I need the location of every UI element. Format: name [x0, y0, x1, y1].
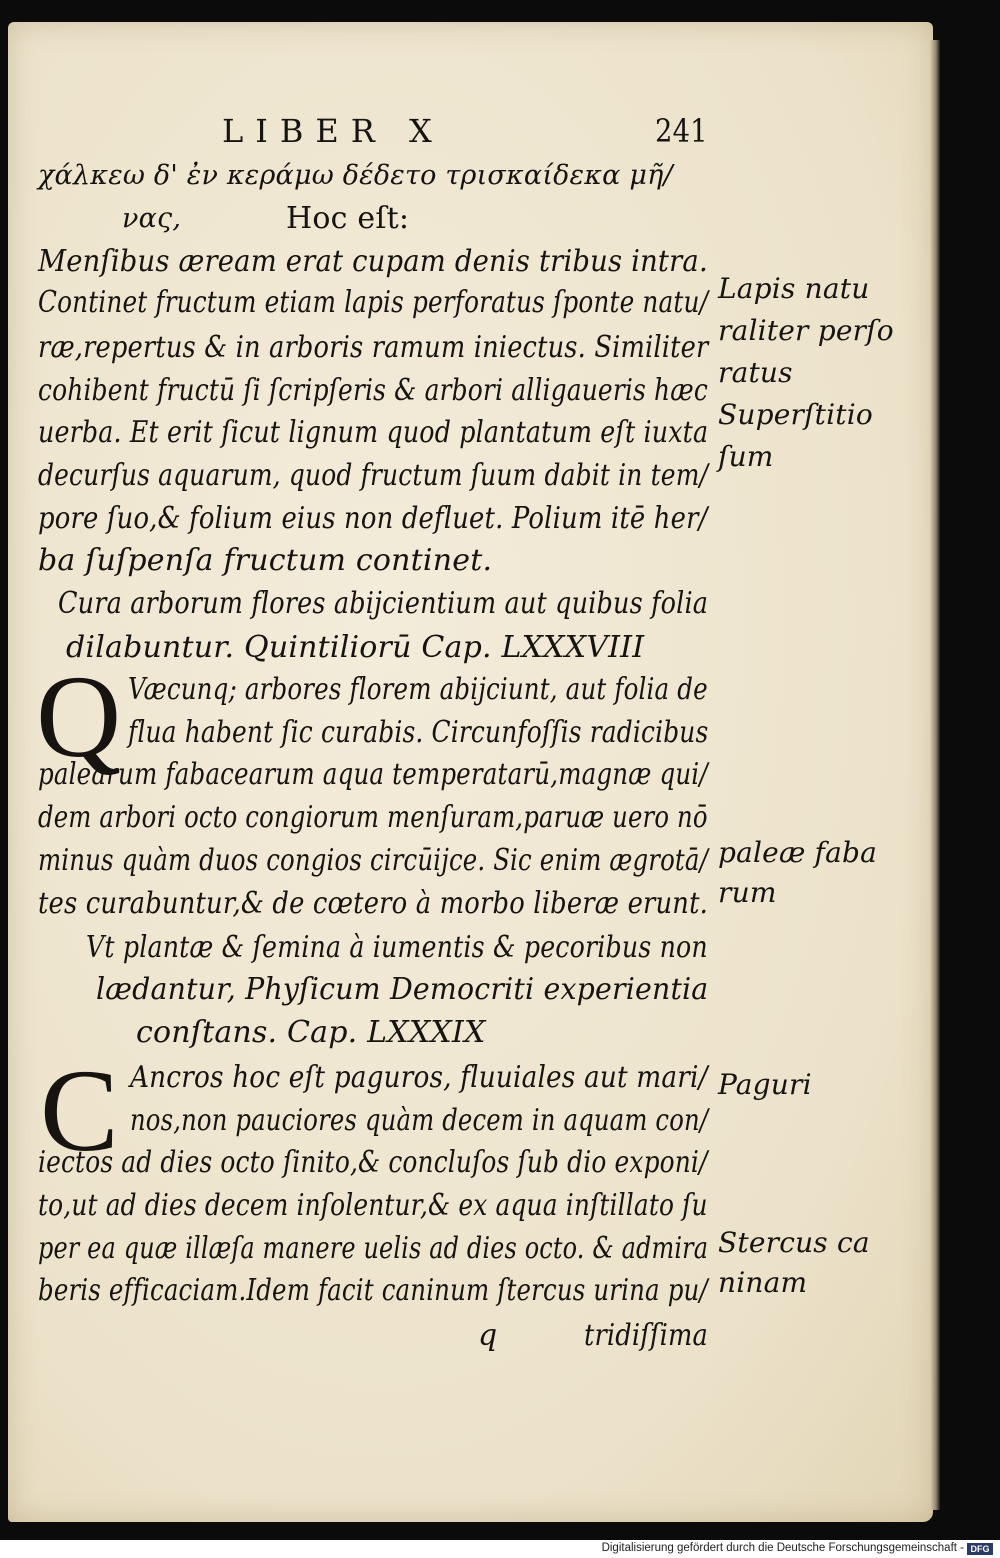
- greek-line: νας,: [122, 203, 182, 234]
- margin-note: Paguri: [718, 1068, 812, 1101]
- text-line: decurſus aquarum, quod fructum ſuum dabit in tem/: [38, 458, 709, 493]
- text-line: nos,non pauciores quàm decem in aquam con/: [130, 1103, 709, 1138]
- text-line: Menſibus æream erat cupam denis tribus intra.: [38, 244, 708, 279]
- catchword: tridiſſima: [584, 1318, 708, 1353]
- margin-note: paleæ faba: [718, 836, 878, 869]
- dfg-logo: DFG: [967, 1543, 993, 1555]
- margin-note: Stercus ca: [718, 1226, 870, 1259]
- text-line: iectos ad dies octo ſinito,& concluſos ſub dio exponi/: [38, 1145, 708, 1180]
- chapter-heading: conſtans. Cap. LXXXIX: [136, 1015, 486, 1050]
- text-line: tes curabuntur,& de cœtero à morbo liberæ erunt.: [38, 886, 709, 921]
- chapter-heading: dilabuntur. Quintiliorū Cap. LXXXVIII: [66, 630, 645, 665]
- text-line: cohibent fructū ſi ſcripſeris & arbori alligaueris hæc: [38, 373, 708, 408]
- drop-initial: Q: [36, 651, 122, 782]
- text-line: dem arbori octo congiorum menſuram,paruæ uero nō: [38, 800, 708, 835]
- margin-note: Superſtitio: [718, 398, 873, 431]
- drop-initial: C: [40, 1045, 119, 1176]
- text-line: minus quàm duos congios circūijce. Sic enim ægrotā/: [38, 843, 708, 878]
- text-line: Væcunq; arbores florem abijciunt, aut folia de: [128, 672, 708, 707]
- chapter-heading: Vt plantæ & ſemina à iumentis & pecoribus non: [86, 930, 708, 965]
- margin-note: Lapis natu: [718, 272, 870, 305]
- chapter-heading: Cura arborum flores abijcientium aut quibus folia: [58, 586, 709, 621]
- signature-mark: q: [478, 1318, 498, 1353]
- text-line: flua habent ſic curabis. Circunfoſſis radicibus: [128, 715, 709, 750]
- text-line: Ancros hoc eſt paguros, fluuiales aut mari/: [130, 1060, 708, 1095]
- footer-credit: Digitalisierung gefördert durch die Deutsche Forschungsgemeinschaft -: [601, 1542, 964, 1554]
- page-number: 241: [655, 112, 708, 150]
- text-line: per ea quæ illæſa manere uelis ad dies octo. & admira: [38, 1231, 709, 1266]
- text-line: Continet fructum etiam lapis perforatus ſponte natu/: [38, 285, 709, 320]
- margin-note: rum: [718, 876, 777, 909]
- text-line: palearum fabacearum aqua temperatarū,magnæ qui/: [38, 757, 708, 792]
- running-header: LIBER X: [222, 112, 444, 150]
- page-edge: [930, 40, 940, 1510]
- text-line: ræ,repertus & in arboris ramum iniectus. Similiter: [38, 330, 709, 365]
- margin-note: ſum: [718, 440, 774, 473]
- margin-note: ninam: [718, 1266, 808, 1299]
- text-line: ba ſuſpenſa fructum continet.: [38, 543, 493, 578]
- greek-line: χάλκεω δ' ἐν κεράμω δέδετο τρισκαίδεκα μῆ/: [38, 160, 673, 191]
- text-line: to,ut ad dies decem inſolentur,& ex aqua inſtillato ſu: [38, 1188, 708, 1223]
- hoc-est: Hoc eſt:: [286, 201, 410, 236]
- margin-note: raliter perſo: [718, 314, 894, 347]
- text-line: beris efficaciam.Idem facit caninum ſtercus urina pu/: [38, 1273, 708, 1308]
- margin-note: ratus: [718, 356, 793, 389]
- text-line: pore ſuo,& folium eius non defluet. Polium itē her/: [38, 501, 708, 536]
- chapter-heading: lædantur, Phyſicum Democriti experientia: [96, 972, 709, 1007]
- text-line: uerba. Et erit ſicut lignum quod plantatum eſt iuxta: [38, 415, 709, 450]
